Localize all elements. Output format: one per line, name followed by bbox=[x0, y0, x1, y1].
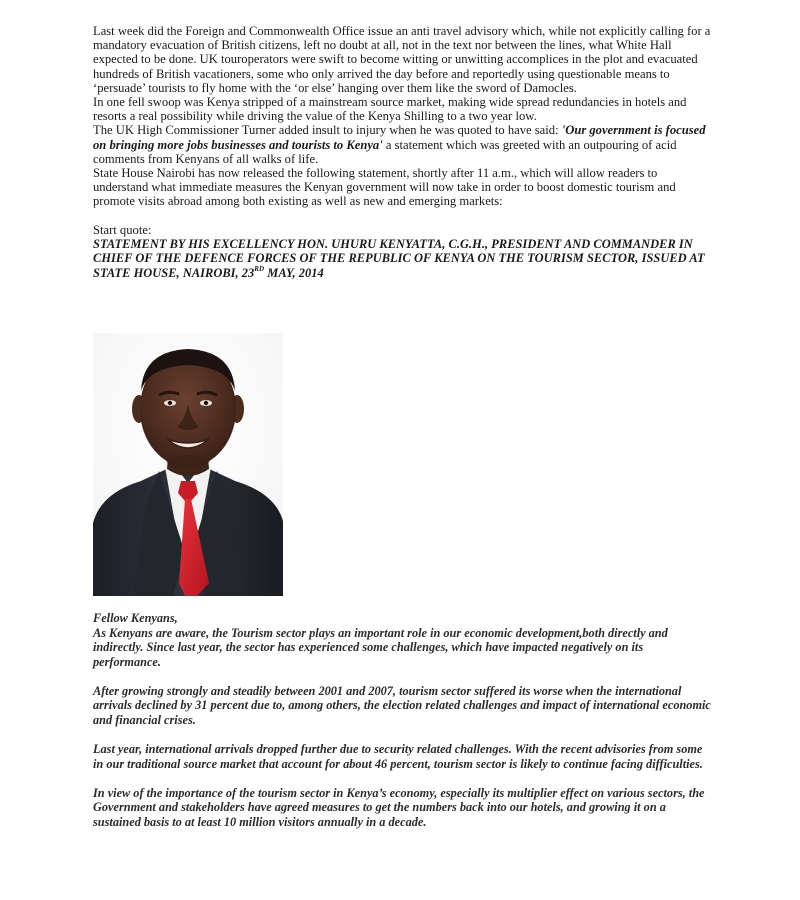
speech-salutation: Fellow Kenyans, bbox=[93, 611, 178, 625]
statement-heading-date: MAY, 2014 bbox=[264, 265, 324, 280]
spacer bbox=[93, 209, 711, 223]
high-commissioner-quote: 'Our government is focused on bringing more jobs businesses and tourists to Kenya' bbox=[93, 123, 706, 152]
speech-paragraph-2: After growing strongly and steadily between 2001 and 2007, tourism sector suffered its worse when the international arrivals declined by 31 percent due to, among others, the election related challenges and impact of international economic and financial crises. bbox=[93, 683, 711, 728]
article-paragraph-4: State House Nairobi has now released the following statement, shortly after 11 a.m., which will allow readers to understand what immediate measures the Kenyan government will now take in order to boost domestic tourism and promote visits abroad among both existing as well as new and emerging markets: bbox=[93, 166, 676, 209]
article-paragraph-3 bbox=[93, 123, 711, 166]
speech-paragraph-1: As Kenyans are aware, the Tourism sector plays an important role in our economic development,both directly and indirectly. Since last year, the sector has experienced some challenges, which have impacted negatively on its performance. bbox=[93, 625, 668, 669]
speech-paragraph-3: Last year, international arrivals dropped further due to security related challenges. With the recent advisories from some in our traditional source market that account for about 46 percent, tourism sector is likely to continue facing difficulties. bbox=[93, 742, 703, 771]
article-paragraph-3-end: a statement which was greeted with an outpouring of acid comments from Kenyans of all walks of life. bbox=[93, 137, 677, 166]
portrait-image bbox=[93, 333, 283, 596]
article-paragraph-2: In one fell swoop was Kenya stripped of a mainstream source market, making wide spread redundancies in hotels and resorts a real possibility while driving the value of the Kenya Shilling to a two year low. bbox=[93, 95, 687, 124]
article-body bbox=[93, 24, 711, 280]
speech-body bbox=[93, 611, 711, 844]
start-quote-label: Start quote: bbox=[93, 222, 152, 237]
speech-paragraph-4: In view of the importance of the tourism sector in Kenya’s economy, especially its multiplier effect on various sectors, the Government and stakeholders have agreed measures to get the numbers back into our hotels, and growing it on a sustained basis to at least 10 million visitors annually in a decade. bbox=[93, 785, 705, 830]
article-paragraph-1: Last week did the Foreign and Commonwealth Office issue an anti travel advisory which, while not explicitly calling for a mandatory evacuation of British citizens, left no doubt at all, not in the text nor between the lines, what White Hall expected to be done. UK touroperators were swift to become witting or unwitting accomplices in the plot and evacuated hundreds of British vacationers, some who only arrived the day before and reportedly using questionable means to ‘persuade’ tourists to fly home with the ‘or else’ hanging over them like the sword of Damocles. bbox=[93, 24, 711, 95]
article-intro bbox=[93, 24, 711, 209]
article-paragraph-3-start: The UK High Commissioner Turner added insult to injury when he was quoted to have said: bbox=[93, 123, 562, 138]
right-pupil bbox=[204, 401, 208, 405]
left-pupil bbox=[168, 401, 172, 405]
president-portrait bbox=[93, 333, 283, 596]
chin-shadow bbox=[166, 455, 210, 467]
statement-heading bbox=[93, 237, 711, 280]
statement-heading-text: STATEMENT BY HIS EXCELLENCY HON. UHURU KENYATTA, C.G.H., PRESIDENT AND COMMANDER IN CHIEF OF THE DEFENCE FORCES OF THE REPUBLIC OF KENYA ON THE TOURISM SECTOR, ISSUED AT STATE HOUSE, NAIROBI, 23 bbox=[93, 236, 705, 280]
statement-heading-ordinal: RD bbox=[254, 264, 265, 273]
